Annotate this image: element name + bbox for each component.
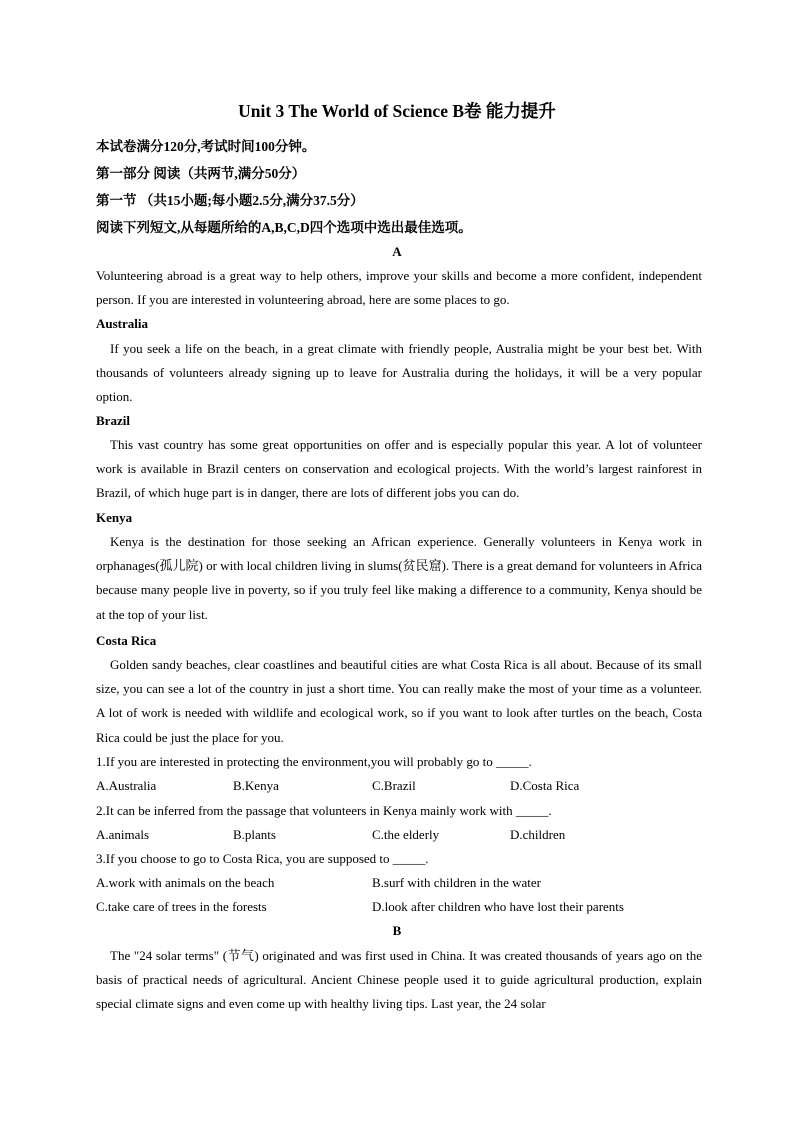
question-1: 1.If you are interested in protecting the environment,you will probably go to _____. — [96, 754, 532, 769]
q2-option-b: B.plants — [233, 827, 276, 842]
instructions: 阅读下列短文,从每题所给的A,B,C,D四个选项中选出最佳选项。 — [96, 220, 472, 235]
section-text-australia: If you seek a life on the beach, in a great climate with friendly people, Australia might be your best bet. With thousands of volunteers already signing up to leave for Australia during the holidays, it will be a very popular option. — [96, 341, 702, 405]
q3-option-a: A.work with animals on the beach — [96, 875, 275, 890]
q1-option-c: C.Brazil — [372, 778, 416, 793]
q3-option-b: B.surf with children in the water — [372, 875, 541, 890]
question-2: 2.It can be inferred from the passage that volunteers in Kenya mainly work with _____. — [96, 803, 552, 818]
q2-option-a: A.animals — [96, 827, 150, 842]
section-text-costa-rica: Golden sandy beaches, clear coastlines and beautiful cities are what Costa Rica is all about. Because of its small size, you can see a lot of the country in just a short time. You can really make the most of your time as a volunteer. A lot of work is needed with wildlife and ecological work, so if you want to look after turtles on the beach, Costa Rica could be just the place for you. — [96, 657, 702, 745]
q3-option-d: D.look after children who have lost their parents — [372, 899, 624, 914]
section-heading-australia: Australia — [96, 316, 148, 331]
section-text-kenya: Kenya is the destination for those seeking an African experience. Generally volunteers in Kenya work in orphanages(孤儿院) or with local children living in slums(贫民窟). There is a great demand for volunteers in Africa because many people live in poverty, so if you truly feel like making a difference to a community, Kenya should be at the top of your list. — [96, 534, 702, 622]
passage-b-label: B — [392, 923, 402, 938]
q2-option-d: D.children — [510, 827, 566, 842]
section-text-brazil: This vast country has some great opportunities on offer and is especially popular this year. A lot of volunteer work is available in Brazil centers on conservation and ecological projects. With the world’s largest rainforest in Brazil, of which huge part is in danger, there are lots of different jobs you can do. — [96, 437, 702, 501]
q3-option-c: C.take care of trees in the forests — [96, 899, 267, 914]
section-heading-brazil: Brazil — [96, 413, 130, 428]
q2-option-c: C.the elderly — [372, 827, 440, 842]
section-heading-kenya: Kenya — [96, 510, 133, 525]
q1-option-a: A.Australia — [96, 778, 157, 793]
page-title: Unit 3 The World of Science B卷 能力提升 — [238, 101, 556, 121]
part-heading: 第一部分 阅读（共两节,满分50分） — [96, 166, 306, 181]
exam-info: 本试卷满分120分,考试时间100分钟。 — [96, 139, 316, 154]
passage-a-intro: Volunteering abroad is a great way to help others, improve your skills and become a more confident, independent person. If you are interested in volunteering abroad, here are some places to go. — [96, 268, 702, 308]
passage-b-text: The "24 solar terms" (节气) originated and was first used in China. It was created thousands of years ago on the basis of practical needs of agricultural. Ancient Chinese people used it to guide agricultural production, explain special climate signs and even come up with healthy living tips. Last year, the 24 solar — [96, 948, 702, 1012]
section-heading-costa-rica: Costa Rica — [96, 633, 157, 648]
passage-a-label: A — [392, 244, 402, 259]
q1-option-d: D.Costa Rica — [510, 778, 580, 793]
q1-option-b: B.Kenya — [233, 778, 279, 793]
question-3: 3.If you choose to go to Costa Rica, you are supposed to _____. — [96, 851, 429, 866]
section-heading: 第一节 （共15小题;每小题2.5分,满分37.5分） — [96, 193, 364, 208]
